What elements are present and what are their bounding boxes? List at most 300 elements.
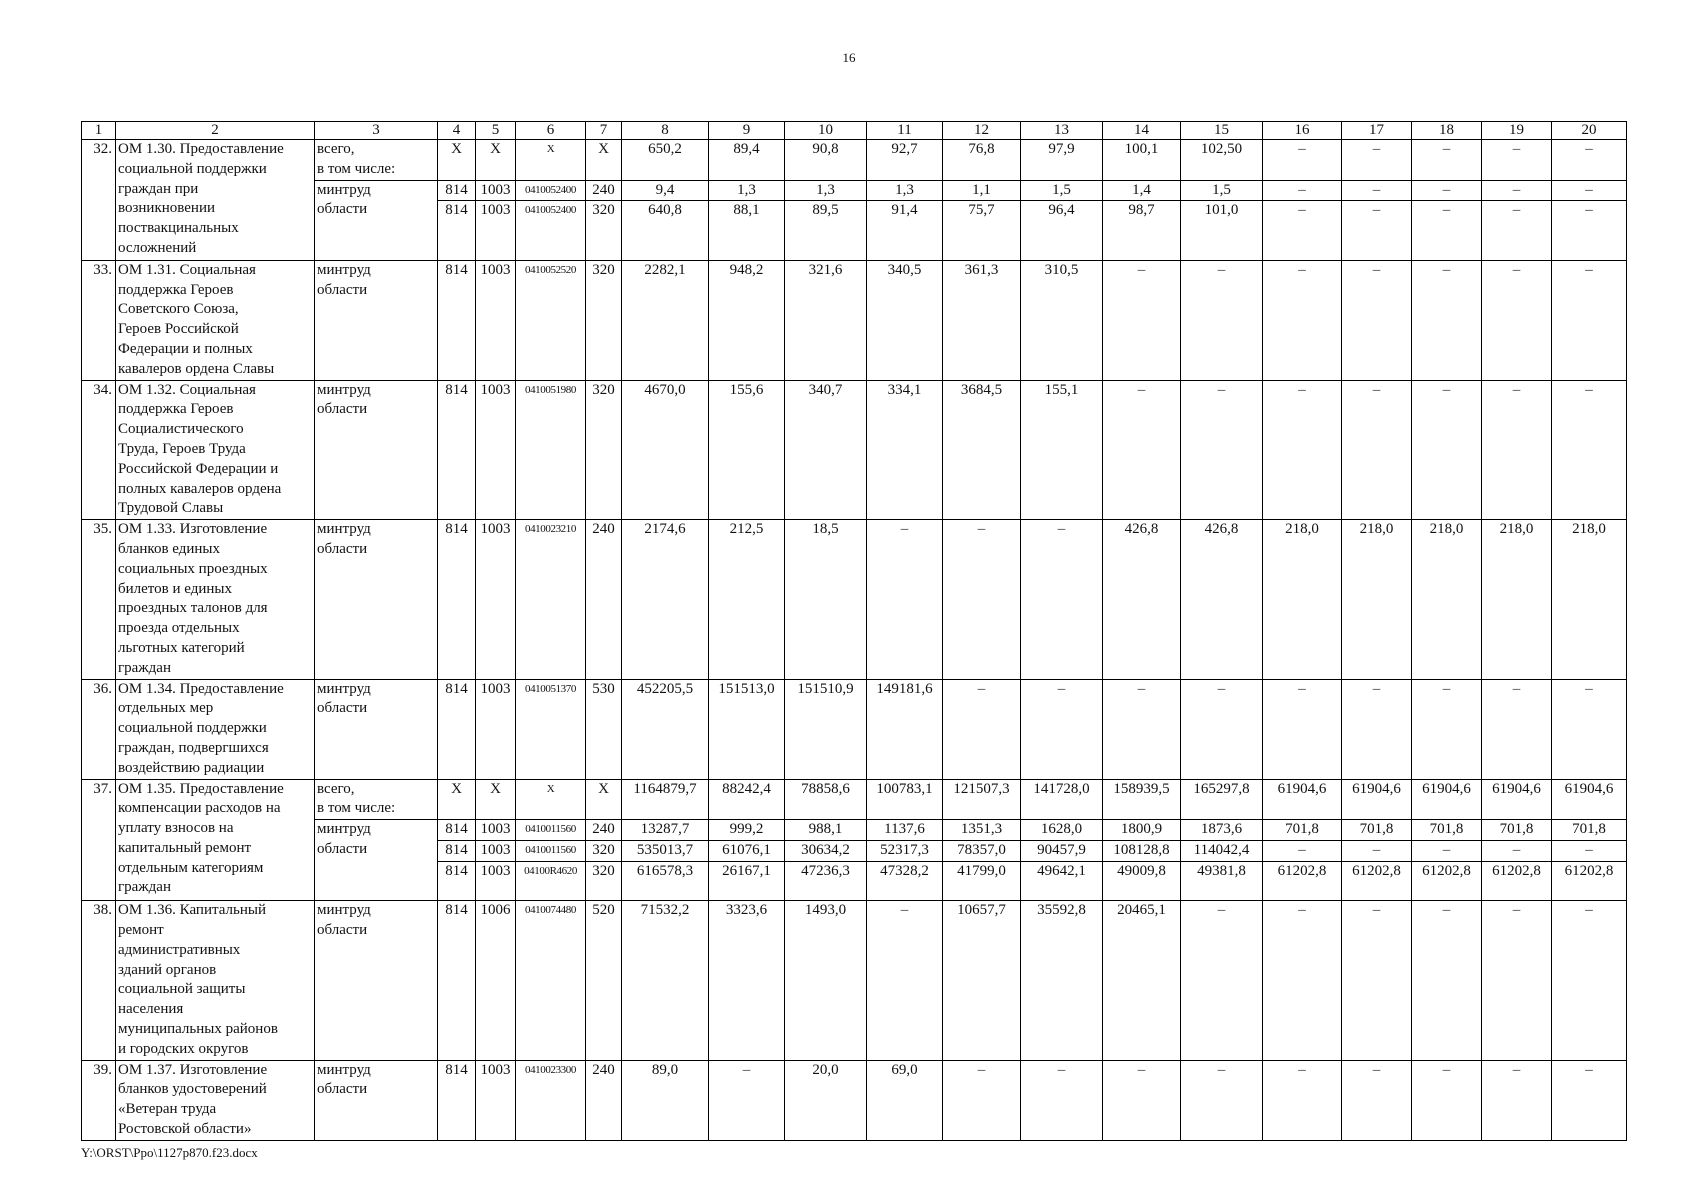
table-cell: 47328,2 bbox=[867, 861, 943, 901]
table-cell: X bbox=[476, 779, 516, 820]
table-cell: – bbox=[1552, 260, 1627, 380]
column-number: 3 bbox=[315, 122, 438, 140]
table-cell: 35592,8 bbox=[1021, 901, 1103, 1060]
measure-description bbox=[116, 679, 315, 779]
table-cell: 0410023210 bbox=[516, 520, 586, 679]
text-line: воздействию радиации bbox=[118, 759, 265, 776]
table-cell: 61202,8 bbox=[1412, 861, 1482, 901]
row-number: 34. bbox=[82, 380, 116, 520]
table-cell: 340,7 bbox=[785, 380, 867, 520]
table-cell: 814 bbox=[438, 679, 476, 779]
table-cell: 340,5 bbox=[867, 260, 943, 380]
table-cell: 61904,6 bbox=[1263, 779, 1342, 820]
table-cell: 320 bbox=[586, 260, 622, 380]
table-cell: 89,0 bbox=[622, 1060, 709, 1140]
table-cell: 1003 bbox=[476, 861, 516, 901]
row-number: 38. bbox=[82, 901, 116, 1060]
table-cell: 100,1 bbox=[1103, 140, 1181, 181]
table-cell: 9,4 bbox=[622, 180, 709, 201]
text-line: граждан bbox=[118, 659, 171, 676]
table-cell: – bbox=[1263, 180, 1342, 201]
text-line: социальных проездных bbox=[118, 560, 268, 577]
table-row bbox=[82, 140, 1627, 181]
table-cell: 155,6 bbox=[709, 380, 785, 520]
text-line: социальной поддержки bbox=[118, 720, 267, 737]
text-line: ОМ 1.32. Социальная bbox=[118, 381, 256, 398]
table-cell: 71532,2 bbox=[622, 901, 709, 1060]
table-cell: X bbox=[516, 779, 586, 820]
table-row bbox=[82, 1060, 1627, 1140]
table-cell: 1003 bbox=[476, 260, 516, 380]
measure-description bbox=[116, 1060, 315, 1140]
table-cell: – bbox=[1412, 260, 1482, 380]
table-cell: – bbox=[1482, 901, 1552, 1060]
table-cell: 948,2 bbox=[709, 260, 785, 380]
table-cell: 49642,1 bbox=[1021, 861, 1103, 901]
table-cell: X bbox=[586, 140, 622, 181]
table-cell: – bbox=[1263, 380, 1342, 520]
table-cell: – bbox=[1412, 840, 1482, 861]
table-cell: 69,0 bbox=[867, 1060, 943, 1140]
table-cell: 320 bbox=[586, 380, 622, 520]
text-line: билетов и единых bbox=[118, 580, 232, 597]
table-cell: – bbox=[867, 901, 943, 1060]
column-number: 13 bbox=[1021, 122, 1103, 140]
table-cell: 535013,7 bbox=[622, 840, 709, 861]
table-cell: 240 bbox=[586, 520, 622, 679]
table-cell: – bbox=[1342, 679, 1412, 779]
column-number: 9 bbox=[709, 122, 785, 140]
table-cell: 158939,5 bbox=[1103, 779, 1181, 820]
table-cell: 108128,8 bbox=[1103, 840, 1181, 861]
table-cell: 61202,8 bbox=[1342, 861, 1412, 901]
executor bbox=[315, 820, 438, 901]
text-line: социальной поддержки bbox=[118, 160, 267, 177]
table-cell: 3323,6 bbox=[709, 901, 785, 1060]
table-cell: – bbox=[1021, 1060, 1103, 1140]
table-cell: 1493,0 bbox=[785, 901, 867, 1060]
text-line: минтруд bbox=[317, 902, 371, 919]
text-line: компенсации расходов на bbox=[118, 800, 281, 817]
table-cell: 26167,1 bbox=[709, 861, 785, 901]
table-cell: 76,8 bbox=[943, 140, 1021, 181]
table-cell: 98,7 bbox=[1103, 201, 1181, 260]
table-cell: 212,5 bbox=[709, 520, 785, 679]
table-cell: – bbox=[1342, 380, 1412, 520]
table-cell: 1,5 bbox=[1021, 180, 1103, 201]
measure-description bbox=[116, 140, 315, 261]
table-cell: – bbox=[1482, 201, 1552, 260]
text-line: ОМ 1.31. Социальная bbox=[118, 261, 256, 278]
table-cell: – bbox=[1263, 679, 1342, 779]
table-cell: 04100R4620 bbox=[516, 861, 586, 901]
table-cell: – bbox=[867, 520, 943, 679]
table-cell: 240 bbox=[586, 180, 622, 201]
text-line: минтруд bbox=[317, 680, 371, 697]
table-cell: 13287,7 bbox=[622, 820, 709, 841]
text-line: области bbox=[317, 700, 368, 717]
table-cell: 0410052400 bbox=[516, 180, 586, 201]
text-line: отдельным категориям bbox=[118, 859, 264, 876]
table-cell: – bbox=[1263, 901, 1342, 1060]
column-number: 11 bbox=[867, 122, 943, 140]
text-line: минтруд bbox=[317, 381, 371, 398]
table-cell: 1003 bbox=[476, 820, 516, 841]
table-cell: – bbox=[1482, 180, 1552, 201]
total-label bbox=[315, 779, 438, 820]
table-cell: 88242,4 bbox=[709, 779, 785, 820]
table-cell: 1164879,7 bbox=[622, 779, 709, 820]
text-line: и городских округов bbox=[118, 1040, 249, 1057]
text-line: осложнений bbox=[118, 239, 197, 256]
table-cell: – bbox=[1482, 260, 1552, 380]
table-cell: – bbox=[1552, 679, 1627, 779]
table-cell: 61904,6 bbox=[1342, 779, 1412, 820]
table-cell: 151510,9 bbox=[785, 679, 867, 779]
table-cell: X bbox=[438, 779, 476, 820]
table-cell: 1003 bbox=[476, 679, 516, 779]
table-cell: 96,4 bbox=[1021, 201, 1103, 260]
text-line: поддержка Героев bbox=[118, 401, 234, 418]
text-line: Трудовой Славы bbox=[118, 500, 224, 517]
table-cell: – bbox=[1412, 679, 1482, 779]
table-cell: 218,0 bbox=[1342, 520, 1412, 679]
table-cell: 97,9 bbox=[1021, 140, 1103, 181]
table-cell: – bbox=[1342, 140, 1412, 181]
text-line: Социалистического bbox=[118, 421, 244, 438]
table-cell: – bbox=[1412, 901, 1482, 1060]
text-line: «Ветеран труда bbox=[118, 1101, 217, 1118]
table-cell: 1006 bbox=[476, 901, 516, 1060]
table-cell: 1,3 bbox=[709, 180, 785, 201]
text-line: административных bbox=[118, 941, 241, 958]
table-cell: 61076,1 bbox=[709, 840, 785, 861]
text-line: области bbox=[317, 922, 368, 939]
column-number: 2 bbox=[116, 122, 315, 140]
table-cell: – bbox=[1181, 260, 1263, 380]
table-cell: 75,7 bbox=[943, 201, 1021, 260]
table-cell: 320 bbox=[586, 201, 622, 260]
measure-description bbox=[116, 380, 315, 520]
table-cell: 78858,6 bbox=[785, 779, 867, 820]
table-cell: – bbox=[1552, 901, 1627, 1060]
table-cell: – bbox=[1412, 1060, 1482, 1140]
column-number: 20 bbox=[1552, 122, 1627, 140]
table-cell: 49381,8 bbox=[1181, 861, 1263, 901]
table-cell: 1800,9 bbox=[1103, 820, 1181, 841]
table-cell: – bbox=[1263, 840, 1342, 861]
text-line: ОМ 1.33. Изготовление bbox=[118, 521, 268, 538]
text-line: уплату взносов на bbox=[118, 820, 234, 837]
table-cell: 701,8 bbox=[1342, 820, 1412, 841]
table-cell: 2174,6 bbox=[622, 520, 709, 679]
table-cell: – bbox=[1412, 201, 1482, 260]
table-cell: 361,3 bbox=[943, 260, 1021, 380]
table-cell: 520 bbox=[586, 901, 622, 1060]
table-cell: X bbox=[438, 140, 476, 181]
text-line: населения bbox=[118, 1001, 184, 1018]
measure-description bbox=[116, 520, 315, 679]
text-line: Героев Российской bbox=[118, 321, 239, 338]
table-cell: 701,8 bbox=[1482, 820, 1552, 841]
column-number: 19 bbox=[1482, 122, 1552, 140]
table-cell: 0410011560 bbox=[516, 840, 586, 861]
table-row bbox=[82, 779, 1627, 820]
column-number: 10 bbox=[785, 122, 867, 140]
table-cell: 1003 bbox=[476, 1060, 516, 1140]
text-line: области bbox=[317, 840, 368, 857]
table-cell: – bbox=[1342, 180, 1412, 201]
table-cell: 1,3 bbox=[785, 180, 867, 201]
table-cell: – bbox=[1263, 140, 1342, 181]
table-cell: 91,4 bbox=[867, 201, 943, 260]
table-row bbox=[82, 679, 1627, 779]
table-row bbox=[82, 901, 1627, 1060]
table-cell: – bbox=[1482, 840, 1552, 861]
table-cell: – bbox=[1103, 380, 1181, 520]
table-cell: – bbox=[1552, 201, 1627, 260]
table-cell: 701,8 bbox=[1552, 820, 1627, 841]
text-line: области bbox=[317, 401, 368, 418]
table-cell: X bbox=[516, 140, 586, 181]
text-line: Федерации и полных bbox=[118, 340, 253, 357]
text-line: отдельных мер bbox=[118, 700, 214, 717]
table-cell: 41799,0 bbox=[943, 861, 1021, 901]
table-cell: 814 bbox=[438, 1060, 476, 1140]
column-number: 5 bbox=[476, 122, 516, 140]
table-cell: 426,8 bbox=[1103, 520, 1181, 679]
executor bbox=[315, 180, 438, 260]
table-cell: 1351,3 bbox=[943, 820, 1021, 841]
table-cell: 101,0 bbox=[1181, 201, 1263, 260]
text-line: минтруд bbox=[317, 181, 371, 198]
table-cell: 310,5 bbox=[1021, 260, 1103, 380]
table-cell: 61904,6 bbox=[1412, 779, 1482, 820]
table-cell: 240 bbox=[586, 820, 622, 841]
table-cell: 165297,8 bbox=[1181, 779, 1263, 820]
table-cell: – bbox=[1412, 140, 1482, 181]
text-line: поствакцинальных bbox=[118, 220, 239, 237]
table-cell: 650,2 bbox=[622, 140, 709, 181]
table-cell: 92,7 bbox=[867, 140, 943, 181]
table-cell: – bbox=[1552, 840, 1627, 861]
table-cell: 1003 bbox=[476, 520, 516, 679]
text-line: области bbox=[317, 540, 368, 557]
table-cell: – bbox=[1263, 260, 1342, 380]
measure-description bbox=[116, 260, 315, 380]
table-cell: 1003 bbox=[476, 201, 516, 260]
measure-description bbox=[116, 779, 315, 901]
table-cell: – bbox=[1342, 1060, 1412, 1140]
table-cell: 52317,3 bbox=[867, 840, 943, 861]
table-cell: – bbox=[1103, 260, 1181, 380]
table-cell: 814 bbox=[438, 520, 476, 679]
executor bbox=[315, 1060, 438, 1140]
text-line: Российской Федерации и bbox=[118, 460, 279, 477]
table-cell: 814 bbox=[438, 840, 476, 861]
table-cell: 61904,6 bbox=[1552, 779, 1627, 820]
table-cell: – bbox=[1021, 679, 1103, 779]
column-number: 12 bbox=[943, 122, 1021, 140]
table-cell: – bbox=[1181, 901, 1263, 1060]
table-cell: 426,8 bbox=[1181, 520, 1263, 679]
table-cell: – bbox=[1482, 679, 1552, 779]
table-cell: 20,0 bbox=[785, 1060, 867, 1140]
table-cell: 18,5 bbox=[785, 520, 867, 679]
table-cell: 1,1 bbox=[943, 180, 1021, 201]
table-cell: 1628,0 bbox=[1021, 820, 1103, 841]
row-number: 32. bbox=[82, 140, 116, 261]
table-cell: 0410051370 bbox=[516, 679, 586, 779]
table-cell: 1003 bbox=[476, 840, 516, 861]
table-cell: 218,0 bbox=[1263, 520, 1342, 679]
table-cell: 814 bbox=[438, 901, 476, 1060]
table-cell: X bbox=[476, 140, 516, 181]
table-header-row bbox=[82, 122, 1627, 140]
text-line: социальной защиты bbox=[118, 981, 246, 998]
table-cell: – bbox=[1552, 180, 1627, 201]
row-number: 36. bbox=[82, 679, 116, 779]
table-cell: 89,4 bbox=[709, 140, 785, 181]
text-line: минтруд bbox=[317, 261, 371, 278]
text-line: зданий органов bbox=[118, 961, 217, 978]
table-cell: 701,8 bbox=[1263, 820, 1342, 841]
total-label bbox=[315, 140, 438, 181]
table-cell: 1003 bbox=[476, 380, 516, 520]
text-line: области bbox=[317, 1081, 368, 1098]
table-cell: 0410052520 bbox=[516, 260, 586, 380]
table-cell: 701,8 bbox=[1412, 820, 1482, 841]
table-cell: 1003 bbox=[476, 180, 516, 201]
table-cell: 240 bbox=[586, 1060, 622, 1140]
table-cell: – bbox=[943, 520, 1021, 679]
table-cell: 4670,0 bbox=[622, 380, 709, 520]
text-line: области bbox=[317, 201, 368, 218]
table-cell: 999,2 bbox=[709, 820, 785, 841]
table-cell: 0410074480 bbox=[516, 901, 586, 1060]
table-row bbox=[82, 380, 1627, 520]
table-cell: 90,8 bbox=[785, 140, 867, 181]
text-line: минтруд bbox=[317, 521, 371, 538]
text-line: минтруд bbox=[317, 1061, 371, 1078]
text-line: возникновении bbox=[118, 200, 216, 217]
text-line: ОМ 1.35. Предоставление bbox=[118, 780, 284, 797]
table-cell: 218,0 bbox=[1552, 520, 1627, 679]
budget-table bbox=[81, 121, 1627, 1141]
table-cell: 640,8 bbox=[622, 201, 709, 260]
table-cell: – bbox=[1263, 1060, 1342, 1140]
text-line: ремонт bbox=[118, 922, 164, 939]
table-cell: 61202,8 bbox=[1263, 861, 1342, 901]
table-cell: 814 bbox=[438, 180, 476, 201]
text-line: капитальный ремонт bbox=[118, 839, 252, 856]
table-cell: 814 bbox=[438, 380, 476, 520]
table-cell: – bbox=[1342, 201, 1412, 260]
table-cell: 334,1 bbox=[867, 380, 943, 520]
measure-description bbox=[116, 901, 315, 1060]
text-line: ОМ 1.36. Капитальный bbox=[118, 902, 266, 919]
table-cell: 814 bbox=[438, 861, 476, 901]
table-cell: 3684,5 bbox=[943, 380, 1021, 520]
column-number: 8 bbox=[622, 122, 709, 140]
text-line: поддержка Героев bbox=[118, 281, 234, 298]
footer-file-path: Y:\ORST\Ppo\1127p870.f23.docx bbox=[81, 1145, 258, 1160]
text-line: области bbox=[317, 281, 368, 298]
text-line: всего, bbox=[317, 141, 355, 157]
table-cell: – bbox=[1103, 1060, 1181, 1140]
page-number: 16 bbox=[842, 50, 856, 65]
table-cell: 814 bbox=[438, 260, 476, 380]
table-cell: 1873,6 bbox=[1181, 820, 1263, 841]
column-number: 17 bbox=[1342, 122, 1412, 140]
row-number: 35. bbox=[82, 520, 116, 679]
table-cell: 100783,1 bbox=[867, 779, 943, 820]
table-cell: 61202,8 bbox=[1552, 861, 1627, 901]
table-cell: 1,5 bbox=[1181, 180, 1263, 201]
table-cell: 2282,1 bbox=[622, 260, 709, 380]
executor bbox=[315, 380, 438, 520]
table-cell: 47236,3 bbox=[785, 861, 867, 901]
table-row bbox=[82, 520, 1627, 679]
executor bbox=[315, 679, 438, 779]
text-line: в том числе: bbox=[317, 800, 396, 817]
table-cell: 320 bbox=[586, 861, 622, 901]
text-line: граждан bbox=[118, 879, 171, 896]
column-number: 15 bbox=[1181, 122, 1263, 140]
table-cell: 452205,5 bbox=[622, 679, 709, 779]
column-number: 6 bbox=[516, 122, 586, 140]
text-line: ОМ 1.37. Изготовление bbox=[118, 1061, 268, 1078]
text-line: минтруд bbox=[317, 821, 371, 838]
table-cell: – bbox=[1552, 140, 1627, 181]
table-cell: 1,4 bbox=[1103, 180, 1181, 201]
table-cell: 814 bbox=[438, 820, 476, 841]
table-cell: 49009,8 bbox=[1103, 861, 1181, 901]
table-cell: 1,3 bbox=[867, 180, 943, 201]
column-number: 4 bbox=[438, 122, 476, 140]
table-cell: 218,0 bbox=[1412, 520, 1482, 679]
table-cell: 218,0 bbox=[1482, 520, 1552, 679]
table-cell: 988,1 bbox=[785, 820, 867, 841]
text-line: муниципальных районов bbox=[118, 1021, 278, 1038]
text-line: граждан, подвергшихся bbox=[118, 739, 269, 756]
table-cell: – bbox=[1412, 380, 1482, 520]
table-cell: 321,6 bbox=[785, 260, 867, 380]
table-cell: 616578,3 bbox=[622, 861, 709, 901]
table-cell: 530 bbox=[586, 679, 622, 779]
column-number: 7 bbox=[586, 122, 622, 140]
table-cell: – bbox=[1103, 679, 1181, 779]
text-line: ОМ 1.34. Предоставление bbox=[118, 680, 284, 697]
table-cell: 78357,0 bbox=[943, 840, 1021, 861]
table-cell: 1137,6 bbox=[867, 820, 943, 841]
table-cell: – bbox=[943, 1060, 1021, 1140]
column-number: 18 bbox=[1412, 122, 1482, 140]
table-cell: – bbox=[1342, 840, 1412, 861]
table-cell: 102,50 bbox=[1181, 140, 1263, 181]
table-cell: – bbox=[1482, 380, 1552, 520]
text-line: полных кавалеров ордена bbox=[118, 480, 282, 497]
table-cell: – bbox=[1482, 140, 1552, 181]
text-line: граждан при bbox=[118, 180, 199, 197]
table-cell: 0410052400 bbox=[516, 201, 586, 260]
text-line: бланков удостоверений bbox=[118, 1081, 267, 1098]
table-row bbox=[82, 260, 1627, 380]
table-cell: 30634,2 bbox=[785, 840, 867, 861]
column-number: 16 bbox=[1263, 122, 1342, 140]
table-cell: 151513,0 bbox=[709, 679, 785, 779]
table-cell: 141728,0 bbox=[1021, 779, 1103, 820]
